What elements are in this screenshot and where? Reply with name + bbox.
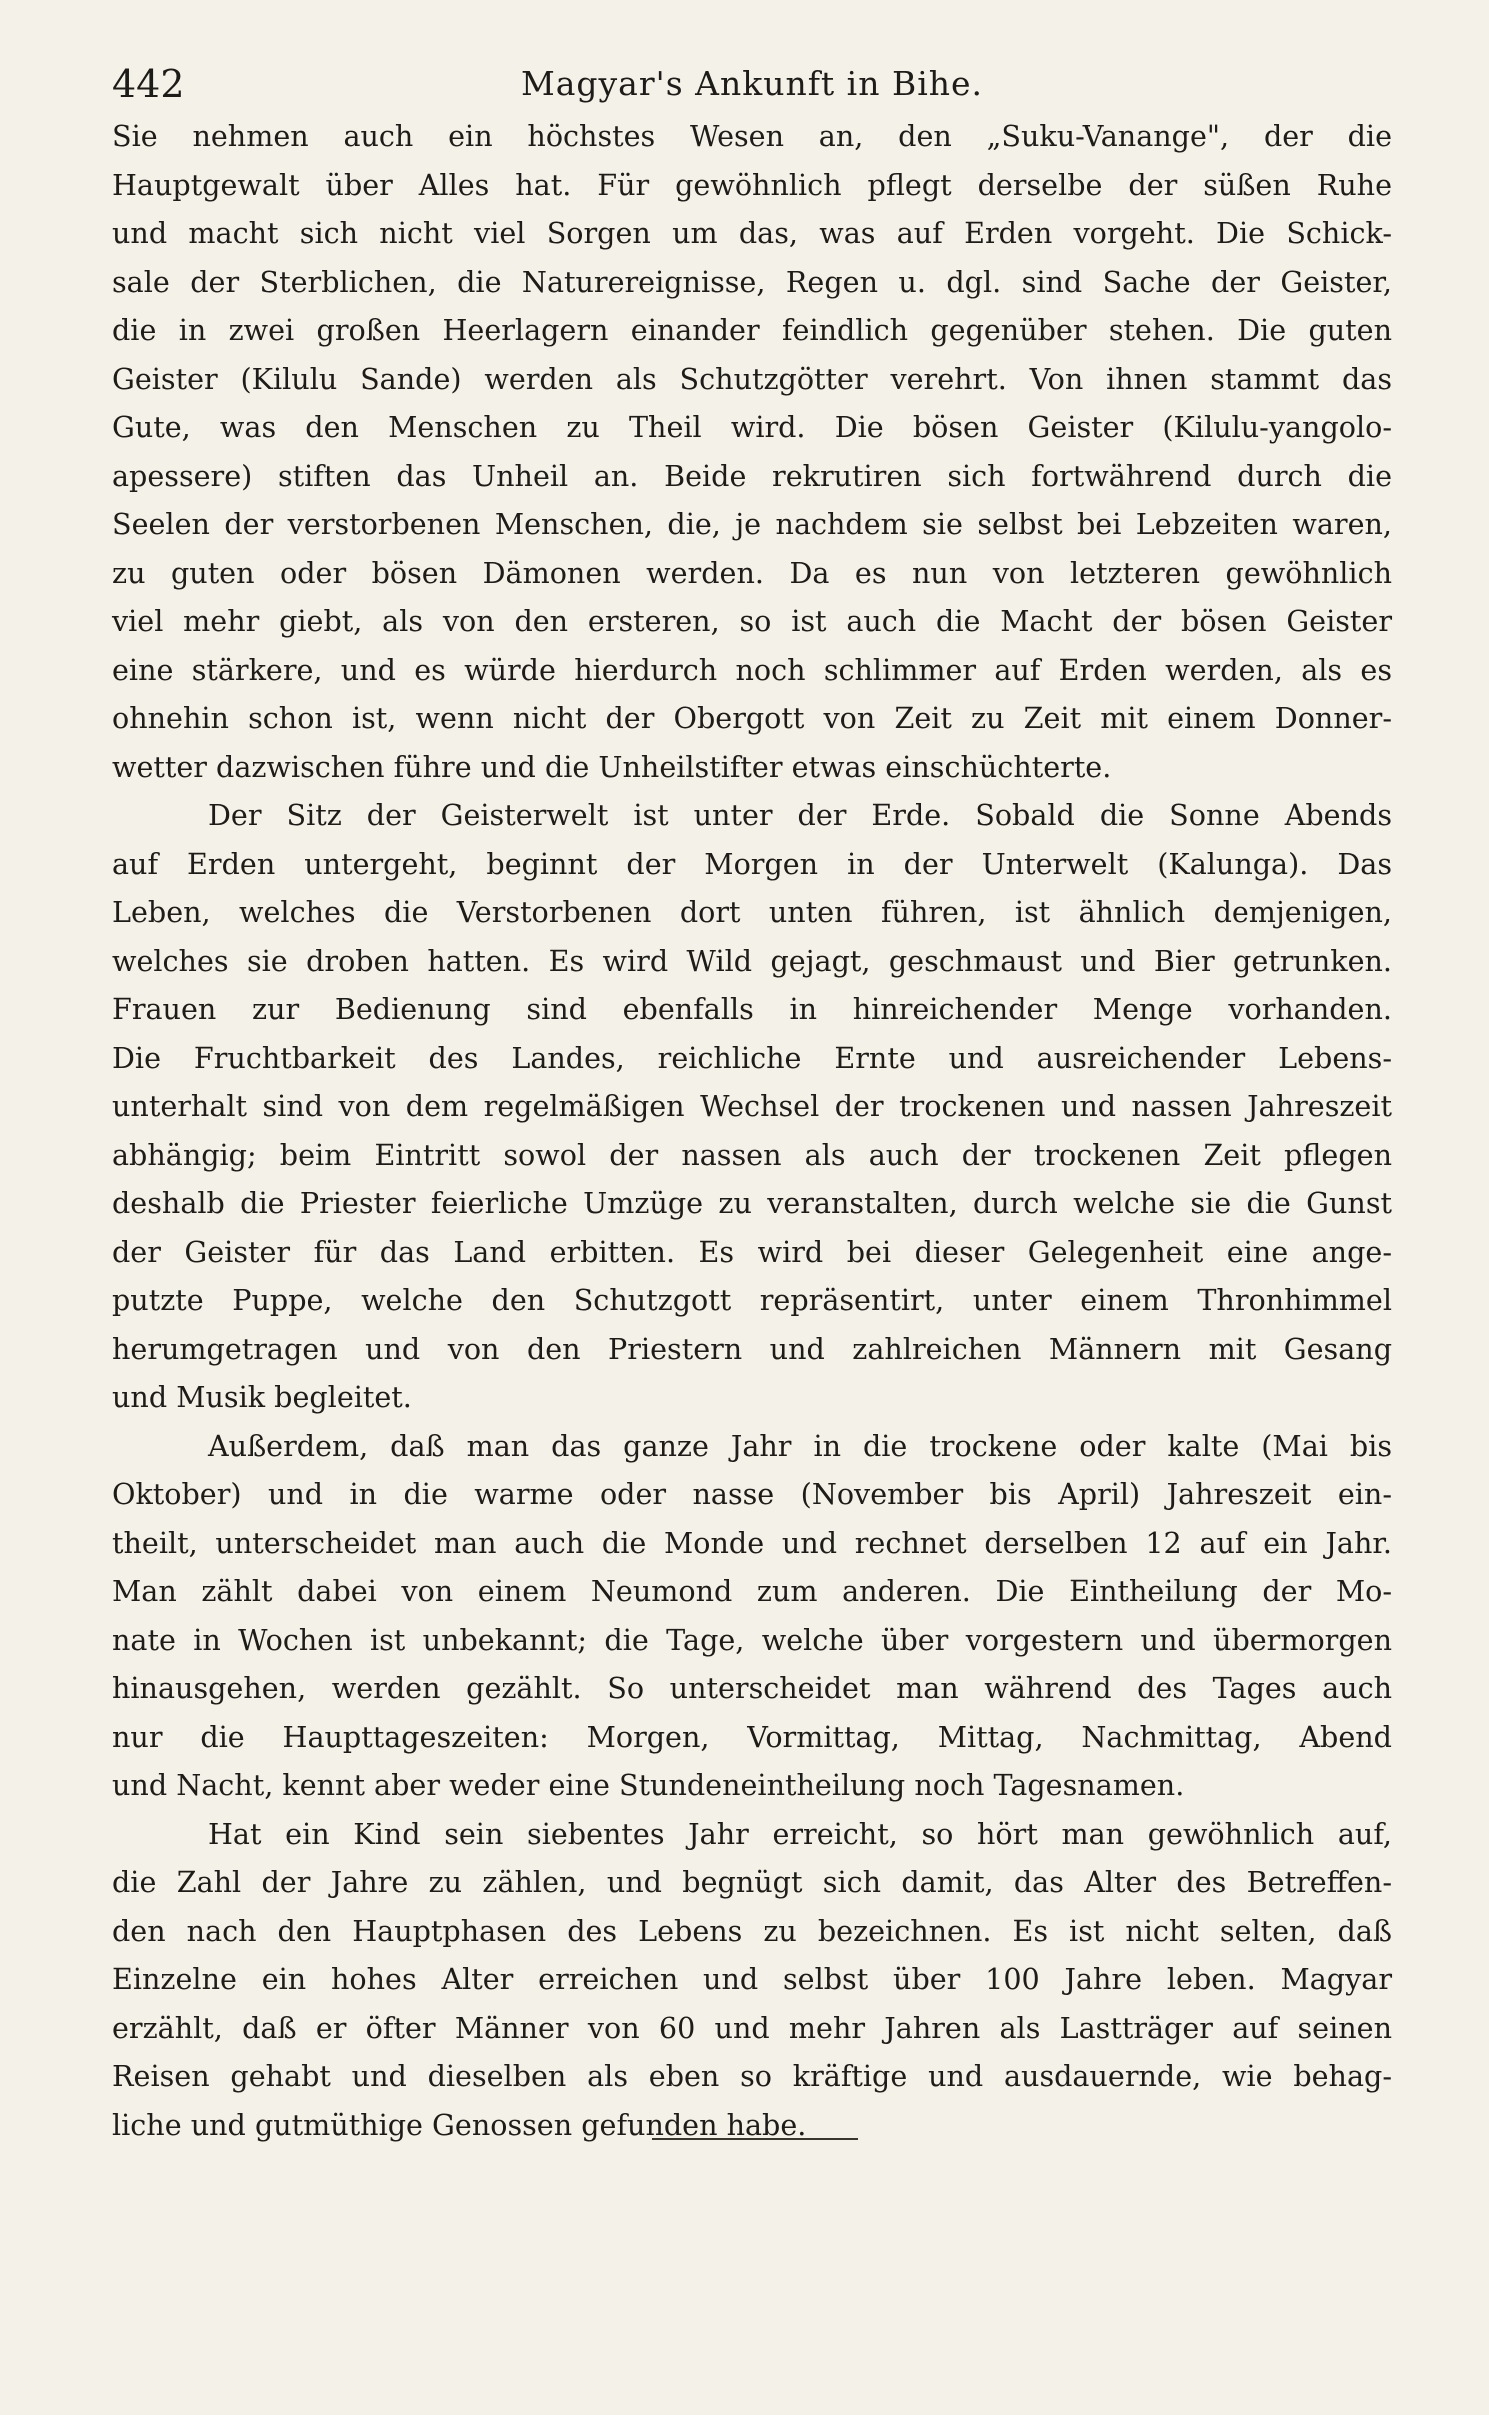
paragraph (112, 112, 1392, 791)
text-line: auf Erden untergeht, beginnt der Morgen in der Unterwelt (Kalunga). Das (112, 846, 1392, 881)
text-line: nate in Wochen ist unbekannt; die Tage, welche über vorgestern und übermorgen (112, 1622, 1392, 1657)
text-line: theilt, unterscheidet man auch die Monde und rechnet derselben 12 auf ein Jahr. (112, 1525, 1392, 1560)
text-line: den nach den Hauptphasen des Lebens zu bezeichnen. Es ist nicht selten, daß (112, 1913, 1392, 1948)
text-line: Gute, was den Menschen zu Theil wird. Die bösen Geister (Kilulu-yangolo- (112, 410, 1392, 444)
text-line: apessere) stiften das Unheil an. Beide rekrutiren sich fortwährend durch die (112, 458, 1392, 493)
text-line: zu guten oder bösen Dämonen werden. Da es nun von letzteren gewöhnlich (112, 555, 1392, 590)
text-line: Reisen gehabt und dieselben als eben so kräftige und ausdauernde, wie behag- (112, 2059, 1392, 2093)
text-line: Außerdem, daß man das ganze Jahr in die trockene oder kalte (Mai bis (208, 1428, 1392, 1463)
text-line: Sie nehmen auch ein höchstes Wesen an, den „Suku-Vanange", der die (112, 119, 1392, 153)
page-number: 442 (112, 62, 185, 106)
text-line: herumgetragen und von den Priestern und zahlreichen Männern mit Gesang (112, 1331, 1392, 1366)
text-line: viel mehr giebt, als von den ersteren, so ist auch die Macht der bösen Geister (112, 604, 1392, 638)
text-line: Hauptgewalt über Alles hat. Für gewöhnlich pflegt derselbe der süßen Ruhe (112, 167, 1392, 202)
text-line: sale der Sterblichen, die Naturereignisse, Regen u. dgl. sind Sache der Geister, (112, 264, 1392, 299)
text-line: putzte Puppe, welche den Schutzgott repräsentirt, unter einem Thronhimmel (112, 1283, 1392, 1317)
text-line: abhängig; beim Eintritt sowol der nassen als auch der trockenen Zeit pflegen (112, 1137, 1392, 1172)
text-line: und Nacht, kennt aber weder eine Stundeneintheilung noch Tagesnamen. (112, 1768, 1185, 1802)
text-line: unterhalt sind von dem regelmäßigen Wechsel der trockenen und nassen Jahreszeit (112, 1089, 1392, 1123)
text-line: und Musik begleitet. (112, 1380, 412, 1414)
text-line: Oktober) und in die warme oder nasse (November bis April) Jahreszeit ein- (112, 1477, 1392, 1511)
paragraph (112, 1422, 1392, 1810)
text-line: Hat ein Kind sein siebentes Jahr erreicht, so hört man gewöhnlich auf, (208, 1816, 1392, 1851)
text-line: wetter dazwischen führe und die Unheilstifter etwas einschüchterte. (112, 749, 1112, 784)
text-line: liche und gutmüthige Genossen gefunden habe. (112, 2107, 807, 2142)
text-line: die Zahl der Jahre zu zählen, und begnügt sich damit, das Alter des Betreffen- (112, 1865, 1392, 1899)
text-line: der Geister für das Land erbitten. Es wird bei dieser Gelegenheit eine ange- (112, 1234, 1392, 1269)
text-line: und macht sich nicht viel Sorgen um das, was auf Erden vorgeht. Die Schick- (112, 216, 1392, 250)
text-line: Geister (Kilulu Sande) werden als Schutzgötter verehrt. Von ihnen stammt das (112, 361, 1392, 396)
page-header (112, 58, 1392, 108)
text-line: eine stärkere, und es würde hierdurch noch schlimmer auf Erden werden, als es (112, 652, 1392, 687)
running-head: Magyar's Ankunft in Bihe. (520, 64, 984, 103)
text-line: nur die Haupttageszeiten: Morgen, Vormittag, Mittag, Nachmittag, Abend (112, 1719, 1392, 1754)
text-line: Leben, welches die Verstorbenen dort unten führen, ist ähnlich demjenigen, (112, 895, 1392, 929)
closing-rule (652, 2138, 858, 2140)
text-line: welches sie droben hatten. Es wird Wild gejagt, geschmaust und Bier getrunken. (112, 943, 1392, 978)
text-line: Man zählt dabei von einem Neumond zum anderen. Die Eintheilung der Mo- (112, 1574, 1392, 1608)
text-line: deshalb die Priester feierliche Umzüge zu veranstalten, durch welche sie die Gunst (112, 1186, 1392, 1220)
text-line: Frauen zur Bedienung sind ebenfalls in hinreichender Menge vorhanden. (112, 992, 1392, 1026)
paragraph (112, 791, 1392, 1422)
text-line: hinausgehen, werden gezählt. So unterscheidet man während des Tages auch (112, 1671, 1392, 1705)
text-line: Der Sitz der Geisterwelt ist unter der Erde. Sobald die Sonne Abends (208, 798, 1392, 832)
text-line: die in zwei großen Heerlagern einander feindlich gegenüber stehen. Die guten (112, 313, 1392, 347)
text-line: Einzelne ein hohes Alter erreichen und selbst über 100 Jahre leben. Magyar (112, 1962, 1392, 1996)
text-line: erzählt, daß er öfter Männer von 60 und mehr Jahren als Lastträger auf seinen (112, 2010, 1392, 2045)
body-text (112, 112, 1392, 2149)
paragraph (112, 1810, 1392, 2150)
text-line: Die Fruchtbarkeit des Landes, reichliche Ernte und ausreichender Lebens- (112, 1040, 1392, 1075)
text-line: ohnehin schon ist, wenn nicht der Obergott von Zeit zu Zeit mit einem Donner- (112, 701, 1392, 735)
text-line: Seelen der verstorbenen Menschen, die, je nachdem sie selbst bei Lebzeiten waren, (112, 507, 1392, 541)
